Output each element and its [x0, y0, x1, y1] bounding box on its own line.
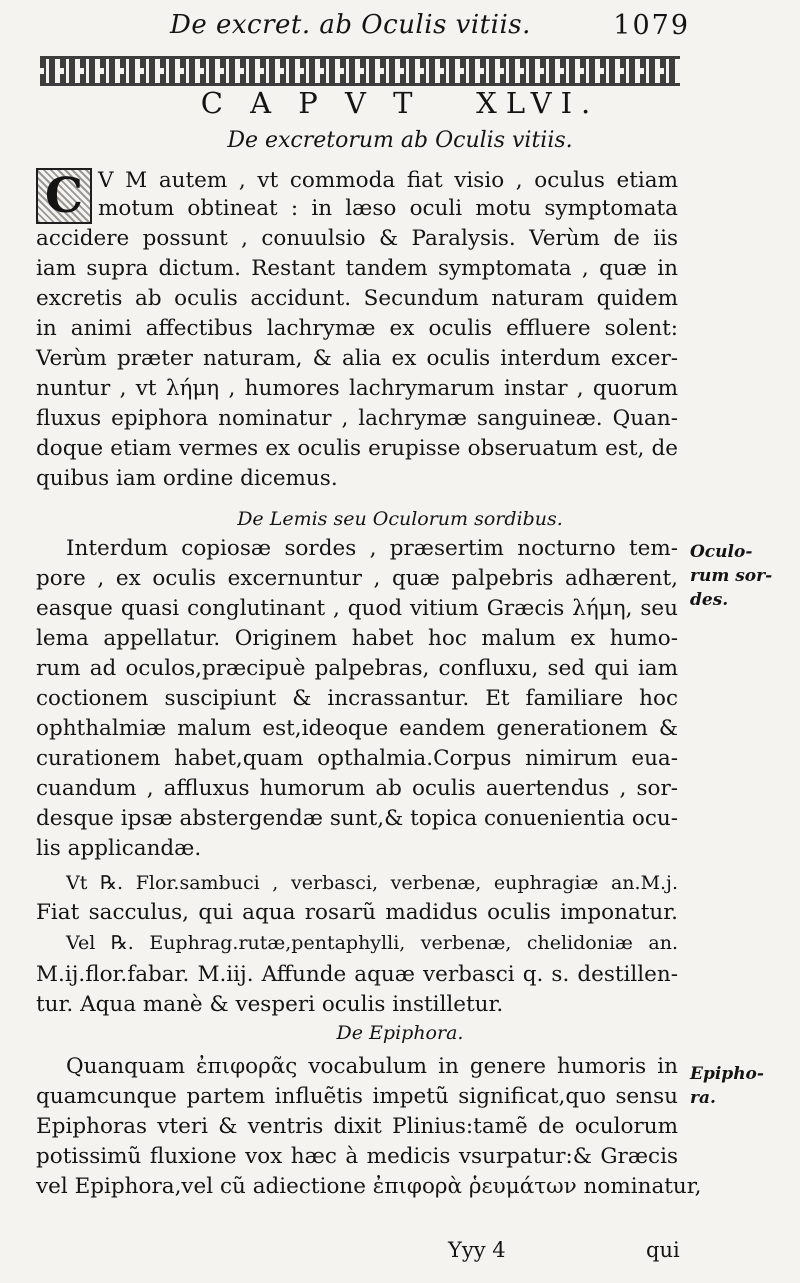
text-line: iam supra dictum. Restant tandem symptomata , quæ in	[36, 256, 678, 281]
text-line: potissimũ fluxione vox hæc à medicis vsurpatur:& Græcis	[36, 1144, 678, 1169]
text-line: desque ipsæ abstergendæ sunt,& topica conuenientia ocu-	[36, 806, 678, 831]
ornament-band	[40, 56, 680, 86]
text-line: pore , ex oculis excernuntur , quæ palpebris adhærent,	[36, 566, 678, 591]
text-line: motum obtineat : in læso oculi motu symptomata	[98, 196, 678, 221]
text-line: fluxus epiphora nominatur , lachrymæ sanguineæ. Quan-	[36, 406, 678, 431]
text-line: easque quasi conglutinant , quod vitium Græcis λήμη, seu	[36, 596, 678, 621]
text-line: vel Epiphora,vel cũ adiectione ἐπιφορὰ ῥευμάτων nominatur,	[36, 1174, 702, 1199]
margin-note-line: des.	[690, 590, 729, 610]
text-line: Epiphoras vteri & ventris dixit Plinius:tamẽ de oculorum	[36, 1114, 678, 1139]
text-line: V M autem , vt commoda fiat visio , oculus etiam	[98, 168, 678, 193]
page-header	[150, 6, 690, 50]
section-heading-lemis: De Lemis seu Oculorum sordibus.	[237, 508, 563, 530]
chapter-title: C A P V T XLVI.	[200, 86, 600, 120]
margin-note-line: ra.	[690, 1088, 716, 1108]
section-heading-epiphora: De Epiphora.	[336, 1022, 464, 1044]
text-line: Interdum copiosæ sordes , præsertim nocturno tem-	[66, 536, 678, 561]
text-line: lema appellatur. Originem habet hoc malum ex humo-	[36, 626, 678, 651]
page-number: 1079	[613, 10, 690, 41]
text-line: Verùm præter naturam, & alia ex oculis interdum excer-	[36, 346, 678, 371]
text-line: rum ad oculos,præcipuè palpebras, confluxu, sed qui iam	[36, 656, 678, 681]
text-line: quamcunque partem influẽtis impetũ significat,quo sensu	[36, 1084, 678, 1109]
text-line: curationem habet,quam opthalmia.Corpus nimirum eua-	[36, 746, 678, 771]
signature-mark: Yyy 4	[448, 1238, 506, 1262]
margin-note-line: Oculo-	[690, 542, 753, 562]
chapter-subtitle: De excretorum ab Oculis vitiis.	[227, 128, 573, 153]
text-line: in animi affectibus lachrymæ ex oculis effluere solent:	[36, 316, 678, 341]
text-line: accidere possunt , conuulsio & Paralysis. Verùm de iis	[36, 226, 678, 251]
margin-note-line: rum sor-	[690, 566, 773, 586]
text-line: excretis ab oculis accidunt. Secundum naturam quidem	[36, 286, 678, 311]
text-line: cuandum , affluxus humorum ab oculis auertendus , sor-	[36, 776, 678, 801]
prescription-line: Fiat sacculus, qui aqua rosarũ madidus oculis imponatur.	[36, 900, 678, 925]
text-line: nuntur , vt λήμη , humores lachrymarum instar , quorum	[36, 376, 678, 401]
margin-note-oculorum-sordes	[690, 540, 800, 612]
prescription-line: Vel ℞. Euphrag.rutæ,pentaphylli, verbenæ, chelidoniæ an.	[66, 932, 678, 954]
margin-note-epiphora	[690, 1062, 800, 1110]
text-line: coctionem suscipiunt & incrassantur. Et familiare hoc	[36, 686, 678, 711]
drop-initial	[36, 168, 92, 224]
prescription-line: M.ij.flor.fabar. M.iij. Affunde aquæ verbasci q. s. destillen-	[36, 962, 678, 987]
margin-note-line: Epipho-	[690, 1064, 764, 1084]
prescription-line: tur. Aqua manè & vesperi oculis instilletur.	[36, 992, 504, 1017]
text-line: ophthalmiæ malum est,ideoque eandem generationem &	[36, 716, 678, 741]
text-line: doque etiam vermes ex oculis erupisse obseruatum est, de	[36, 436, 678, 461]
text-line: Quanquam ἐπιφορᾶς vocabulum in genere humoris in	[66, 1054, 678, 1079]
prescription-line: Vt ℞. Flor.sambuci , verbasci, verbenæ, euphragiæ an.M.j.	[66, 872, 678, 894]
running-head: De excret. ab Oculis vitiis.	[170, 10, 531, 40]
text-line: lis applicandæ.	[36, 836, 202, 861]
drop-initial-letter: C	[38, 170, 90, 222]
catchword: qui	[646, 1238, 680, 1262]
text-line: quibus iam ordine dicemus.	[36, 466, 338, 491]
